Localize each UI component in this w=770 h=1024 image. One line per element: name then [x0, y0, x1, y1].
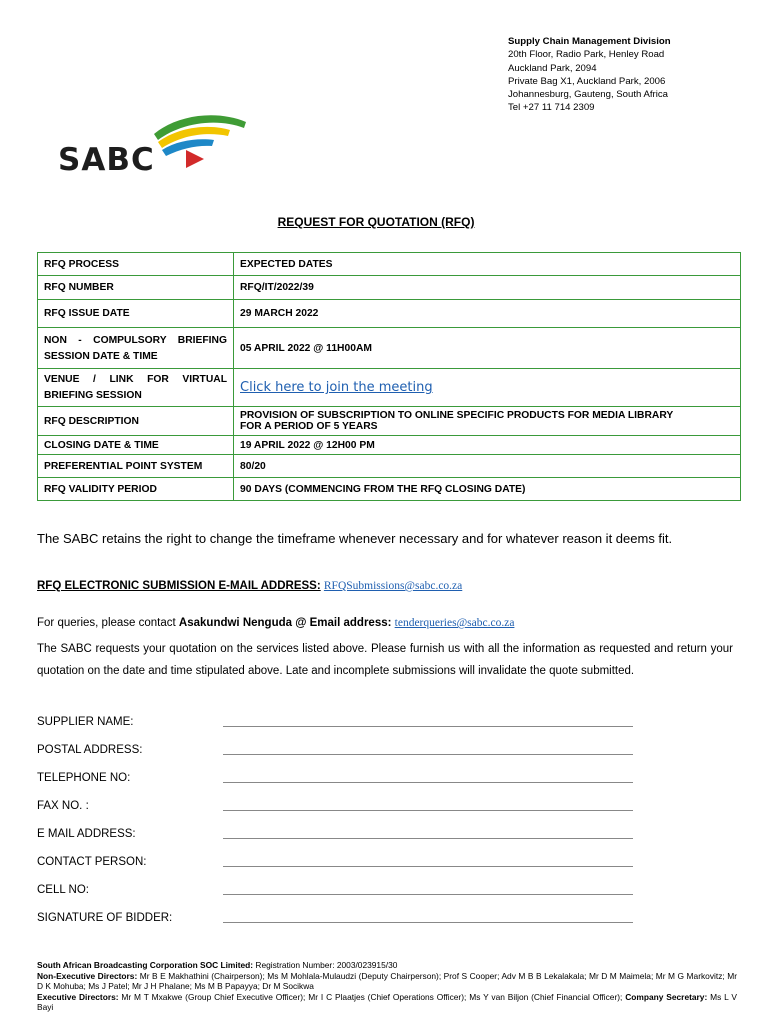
meeting-link-cell	[234, 369, 741, 407]
email-address-field[interactable]	[223, 838, 633, 839]
description-line: FOR A PERIOD OF 5 YEARS	[240, 421, 378, 432]
join-meeting-link[interactable]: Click here to join the meeting	[240, 380, 433, 395]
table-row	[38, 436, 741, 455]
table-row	[38, 369, 741, 407]
table-row	[38, 328, 741, 369]
address-line: Private Bag X1, Auckland Park, 2006	[508, 75, 666, 87]
form-row	[37, 826, 637, 854]
table-row	[38, 253, 741, 276]
row-label	[38, 369, 234, 407]
sabc-logo-graphic	[58, 108, 248, 178]
submission-email-link[interactable]: RFQSubmissions@sabc.co.za	[323, 580, 463, 592]
briefing-date-value: 05 APRIL 2022 @ 11H00AM	[234, 328, 741, 369]
supplier-name-label: SUPPLIER NAME:	[37, 716, 134, 728]
sabc-logo	[58, 108, 248, 178]
submission-email-line	[37, 580, 462, 592]
company-footer	[37, 960, 737, 1013]
postal-address-label: POSTAL ADDRESS:	[37, 744, 143, 756]
form-row	[37, 854, 637, 882]
document-title: REQUEST FOR QUOTATION (RFQ)	[277, 215, 475, 229]
label-line: SESSION DATE & TIME	[44, 350, 158, 362]
issue-date-value: 29 MARCH 2022	[234, 300, 741, 328]
address-line: Supply Chain Management Division	[508, 36, 671, 47]
rfq-details-table	[37, 252, 741, 501]
signature-label: SIGNATURE OF BIDDER:	[37, 912, 173, 924]
label-line: NON - COMPULSORY BRIEFING	[44, 334, 227, 346]
label-line: VENUE / LINK FOR VIRTUAL	[44, 374, 227, 385]
queries-line	[37, 617, 514, 629]
contact-person-field[interactable]	[223, 866, 633, 867]
email-address-label: E MAIL ADDRESS:	[37, 828, 136, 840]
signature-field[interactable]	[223, 922, 633, 923]
point-system-value: 80/20	[234, 455, 741, 478]
footer-exec	[37, 992, 737, 1013]
table-row	[38, 407, 741, 436]
fax-label: FAX NO. :	[37, 800, 89, 812]
address-line: Auckland Park, 2094	[508, 62, 597, 74]
footer-nonexec	[37, 971, 737, 992]
row-label: RFQ VALIDITY PERIOD	[38, 478, 234, 501]
queries-email-link[interactable]: tenderqueries@sabc.co.za	[394, 617, 515, 629]
closing-date-value: 19 APRIL 2022 @ 12H00 PM	[234, 436, 741, 455]
row-label: RFQ NUMBER	[38, 276, 234, 300]
row-label: RFQ DESCRIPTION	[38, 407, 234, 436]
table-row	[38, 276, 741, 300]
telephone-line: Tel +27 11 714 2309	[508, 102, 595, 114]
footer-exec-text: Mr M T Mxakwe (Group Chief Executive Officer); Mr I C Plaatjes (Chief Operations Officer); Ms Y van Biljon (Chief Financial Officer);	[121, 991, 623, 1002]
table-row	[38, 300, 741, 328]
cell-no-label: CELL NO:	[37, 884, 89, 896]
supplier-name-field[interactable]	[223, 726, 633, 727]
rfq-number-value: RFQ/IT/2022/39	[234, 276, 741, 300]
row-label: RFQ PROCESS	[38, 253, 234, 276]
validity-value: 90 DAYS (COMMENCING FROM THE RFQ CLOSING DATE)	[234, 478, 741, 501]
contact-person-label: CONTACT PERSON:	[37, 856, 147, 868]
table-row	[38, 455, 741, 478]
form-row	[37, 882, 637, 910]
row-value: EXPECTED DATES	[234, 253, 741, 276]
postal-address-field[interactable]	[223, 754, 633, 755]
logo-flag-red	[186, 150, 204, 168]
label-line: BRIEFING SESSION	[44, 390, 142, 401]
timeframe-notice: The SABC retains the right to change the timeframe whenever necessary and for whatever reason it deems fit.	[37, 531, 673, 546]
telephone-label: TELEPHONE NO:	[37, 772, 131, 784]
footer-registration-text: Registration Number: 2003/023915/30	[255, 960, 398, 970]
form-row	[37, 770, 637, 798]
footer-nonexec-text: Mr B E Makhathini (Chairperson); Ms M Mohlala-Mulaudzi (Deputy Chairperson); Prof S Cooper; Adv M B B Lekalakala; Mr D M Maimela; Mr M G Markovitz; Mr D K Mohuba; Ms J Patel; Mr J H Phalane; Ms M B Papayya; Dr M Socikwa	[37, 970, 737, 992]
footer-registration	[37, 960, 737, 971]
form-row	[37, 798, 637, 826]
logo-text: SABC	[58, 142, 155, 178]
telephone-field[interactable]	[223, 782, 633, 783]
queries-contact: Asakundwi Nenguda @ Email address:	[178, 617, 392, 629]
division-address	[508, 35, 671, 115]
supplier-details-form	[37, 714, 637, 938]
submission-email-label: RFQ ELECTRONIC SUBMISSION E-MAIL ADDRESS:	[37, 580, 321, 592]
footer-secretary-text: Ms L V Bayi	[37, 991, 737, 1013]
description-line: PROVISION OF SUBSCRIPTION TO ONLINE SPECIFIC PRODUCTS FOR MEDIA LIBRARY	[240, 410, 674, 421]
address-line: Johannesburg, Gauteng, South Africa	[508, 89, 669, 101]
row-label: PREFERENTIAL POINT SYSTEM	[38, 455, 234, 478]
address-line: 20th Floor, Radio Park, Henley Road	[508, 49, 665, 61]
instructions-paragraph: The SABC requests your quotation on the services listed above. Please furnish us with all the information as requested and return your quotation on the date and time stipulated above. Late and incomplete submissions will invalidate the quote submitted.	[37, 643, 733, 677]
cell-no-field[interactable]	[223, 894, 633, 895]
form-row	[37, 910, 637, 938]
description-value	[234, 407, 741, 436]
form-row	[37, 714, 637, 742]
row-label: RFQ ISSUE DATE	[38, 300, 234, 328]
footer-nonexec-label: Non-Executive Directors:	[37, 970, 138, 981]
form-row	[37, 742, 637, 770]
queries-prefix: For queries, please contact	[37, 617, 179, 629]
footer-company-label: South African Broadcasting Corporation SOC Limited:	[37, 960, 254, 970]
row-label: CLOSING DATE & TIME	[38, 436, 234, 455]
fax-field[interactable]	[223, 810, 633, 811]
footer-secretary-label: Company Secretary:	[625, 991, 708, 1002]
row-label	[38, 328, 234, 369]
table-row	[38, 478, 741, 501]
footer-exec-label: Executive Directors:	[37, 991, 119, 1002]
